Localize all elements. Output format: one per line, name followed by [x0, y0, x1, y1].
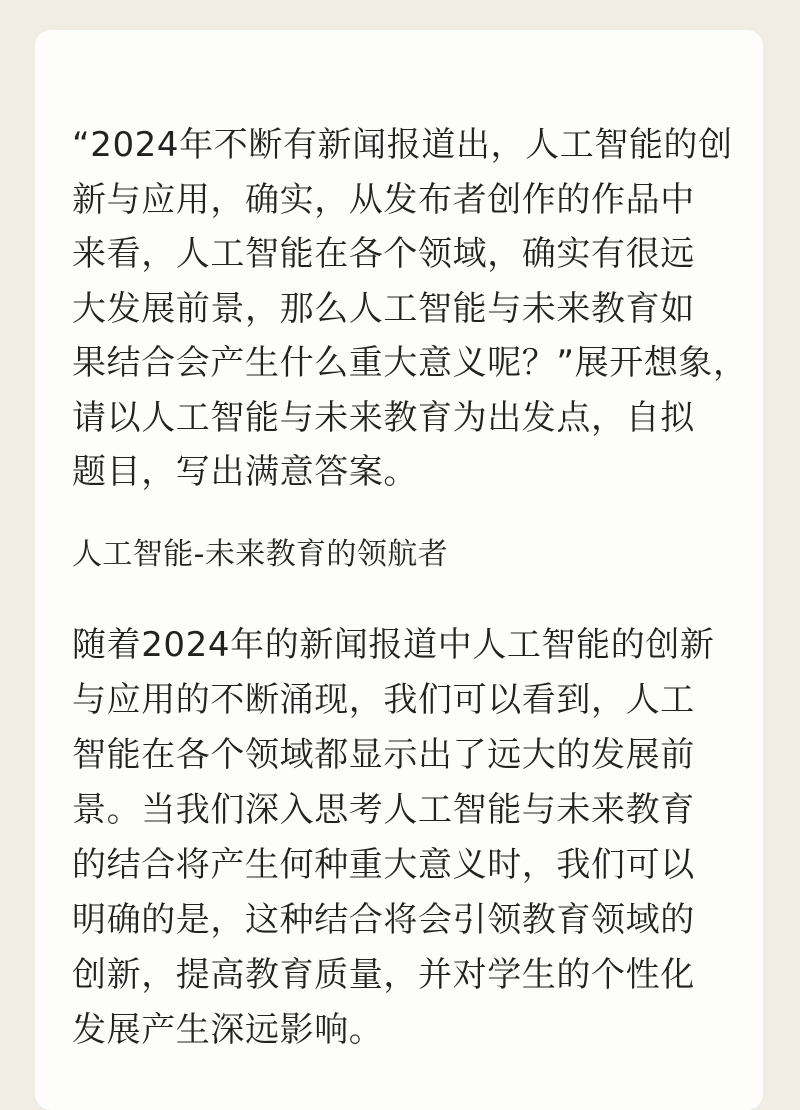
- prompt-line: “2024年不断有新闻报道出，人工智能的创: [72, 125, 733, 165]
- prompt-line: 来看，人工智能在各个领域，确实有很远: [72, 234, 695, 274]
- body-line: 明确的是，这种结合将会引领教育领域的: [72, 899, 695, 940]
- body-line: 智能在各个领域都显示出了远大的发展前: [72, 734, 695, 775]
- body-line: 景。当我们深入思考人工智能与未来教育: [72, 789, 695, 830]
- body-line: 随着2024年的新闻报道中人工智能的创新: [72, 624, 715, 665]
- prompt-line: 新与应用，确实，从发布者创作的作品中: [72, 179, 695, 220]
- essay-body-paragraph: [72, 618, 727, 1058]
- prompt-line: 大发展前景，那么人工智能与未来教育如: [72, 288, 695, 329]
- body-line: 发展产生深远影响。: [72, 1009, 384, 1050]
- body-line: 与应用的不断涌现，我们可以看到，人工: [72, 679, 695, 720]
- prompt-paragraph: [72, 118, 748, 500]
- essay-title: 人工智能-未来教育的领航者: [72, 536, 449, 572]
- prompt-line: 请以人工智能与未来教育为出发点，自拟: [72, 397, 695, 438]
- document-card: [35, 30, 763, 1110]
- prompt-line: 题目，写出满意答案。: [72, 452, 418, 492]
- body-line: 的结合将产生何种重大意义时，我们可以: [72, 844, 695, 885]
- prompt-line: 果结合会产生什么重大意义呢？”展开想象，: [72, 343, 748, 383]
- body-line: 创新，提高教育质量，并对学生的个性化: [72, 954, 695, 995]
